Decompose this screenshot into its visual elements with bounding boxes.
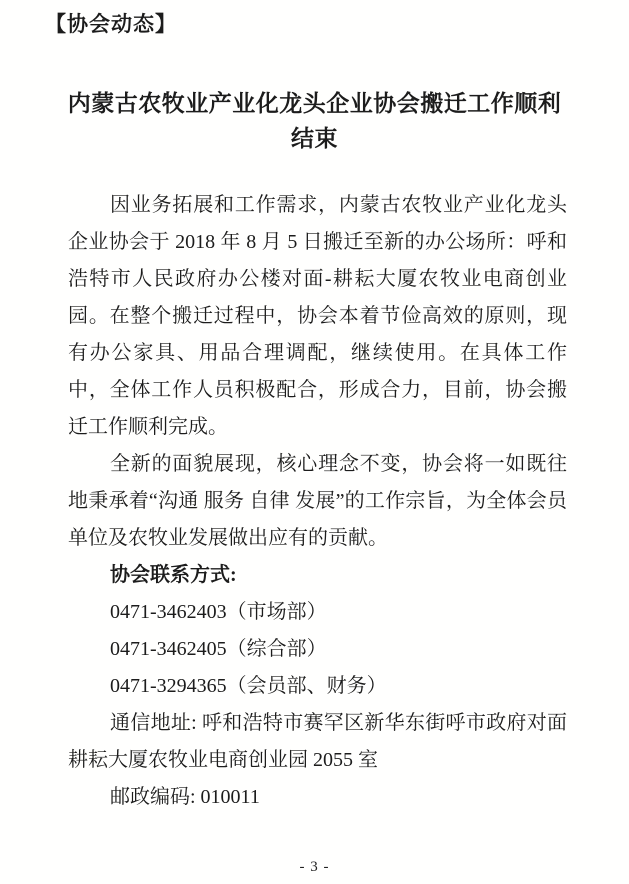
paragraph: 邮政编码: 010011 xyxy=(110,786,260,808)
paragraph: 全新的面貌展现，核心理念不变，协会将一如既往地秉承着“沟通 服务 自律 发展”的工作宗旨，为全体会员单位及农牧业发展做出应有的贡献。 xyxy=(68,453,567,549)
section-header: 【协会动态】 xyxy=(45,13,177,36)
page-title-line-1: 内蒙古农牧业产业化龙头企业协会搬迁工作顺利 xyxy=(67,91,562,116)
page-title-line-2: 结束 xyxy=(291,126,338,151)
paragraph: 通信地址: 呼和浩特市赛罕区新华东街呼市政府对面耕耘大厦农牧业电商创业园 2055 室 xyxy=(68,712,567,771)
page-title xyxy=(42,86,587,156)
document-body xyxy=(68,187,567,816)
page-number: - 3 - xyxy=(299,859,330,875)
paragraph: 0471-3462405（综合部） xyxy=(110,638,327,660)
paragraph: 因业务拓展和工作需求，内蒙古农牧业产业化龙头企业协会于 2018 年 8 月 5 日搬迁至新的办公场所：呼和浩特市人民政府办公楼对面-耕耘大厦农牧业电商创业园。在整个搬迁过程中，协会本着节俭高效的原则，现有办公家具、用品合理调配，继续使用。在具体工作中，全体工作人员积极配合，形成合力，目前，协会搬迁工作顺利完成。 xyxy=(68,194,567,438)
paragraph: 0471-3294365（会员部、财务） xyxy=(110,675,387,697)
paragraph: 0471-3462403（市场部） xyxy=(110,601,327,623)
paragraph: 协会联系方式: xyxy=(110,564,237,586)
